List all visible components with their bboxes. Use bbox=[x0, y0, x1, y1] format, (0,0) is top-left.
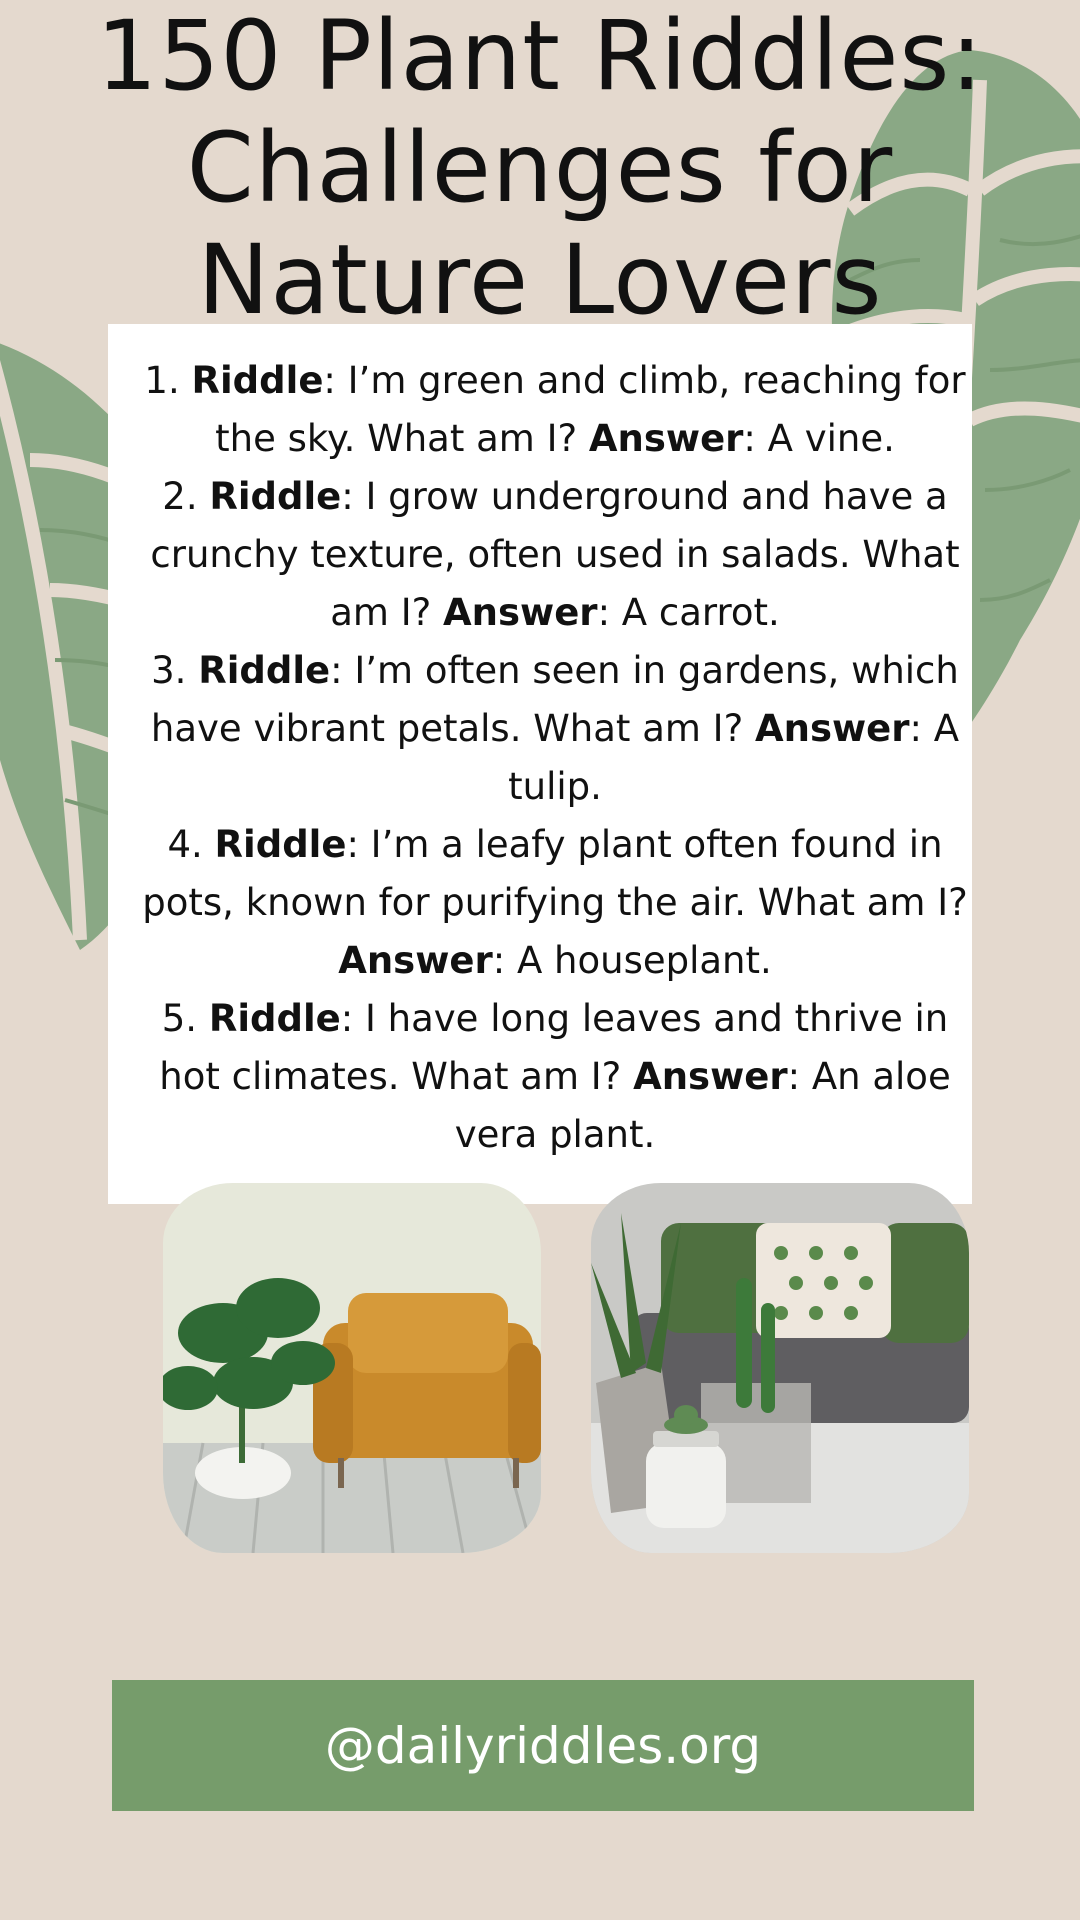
footer-banner bbox=[112, 1680, 974, 1811]
title-line-2: Challenges for bbox=[186, 112, 894, 224]
riddle-item bbox=[135, 468, 975, 642]
title-line-3: Nature Lovers bbox=[197, 224, 883, 336]
answer-label: Answer bbox=[755, 707, 910, 750]
riddle-number: 2. bbox=[162, 475, 198, 518]
answer-label: Answer bbox=[443, 591, 598, 634]
title-line-1: 150 Plant Riddles: bbox=[96, 0, 984, 112]
answer-label: Answer bbox=[588, 417, 744, 460]
riddle-item bbox=[135, 642, 975, 816]
riddle-item bbox=[135, 990, 975, 1164]
riddle-list bbox=[135, 352, 975, 1164]
riddle-label: Riddle bbox=[191, 359, 324, 402]
riddle-answer: : A vine. bbox=[743, 417, 895, 460]
riddle-number: 3. bbox=[151, 649, 187, 692]
riddle-question: : I’m a leafy plant often found in pots, known for purifying the air. What am I? bbox=[142, 823, 968, 924]
riddle-answer: : A tulip. bbox=[508, 707, 960, 808]
riddle-answer: : A carrot. bbox=[597, 591, 780, 634]
riddle-question: : I’m often seen in gardens, which have vibrant petals. What am I? bbox=[150, 649, 959, 750]
riddle-question: : I’m green and climb, reaching for the sky. What am I? bbox=[215, 359, 966, 460]
riddle-item bbox=[135, 352, 975, 468]
riddle-label: Riddle bbox=[209, 475, 342, 518]
riddle-answer: : A houseplant. bbox=[492, 939, 772, 982]
riddle-number: 5. bbox=[161, 997, 198, 1040]
riddle-label: Riddle bbox=[198, 649, 331, 692]
riddle-label: Riddle bbox=[208, 997, 341, 1040]
answer-label: Answer bbox=[633, 1055, 788, 1098]
riddle-question: : I grow underground and have a crunchy texture, often used in salads. What am I? bbox=[150, 475, 960, 634]
riddle-number: 1. bbox=[144, 359, 180, 402]
answer-label: Answer bbox=[338, 939, 493, 982]
riddle-answer: : An aloe vera plant. bbox=[454, 1055, 951, 1156]
photo-cactus-terrarium bbox=[591, 1183, 969, 1553]
website-handle[interactable]: @dailyriddles.org bbox=[324, 1716, 762, 1775]
riddle-item bbox=[135, 816, 975, 990]
riddle-number: 4. bbox=[167, 823, 203, 866]
page-title bbox=[0, 0, 1080, 336]
riddle-question: : I have long leaves and thrive in hot climates. What am I? bbox=[159, 997, 949, 1098]
riddle-label: Riddle bbox=[214, 823, 347, 866]
photo-monstera-armchair bbox=[163, 1183, 541, 1553]
